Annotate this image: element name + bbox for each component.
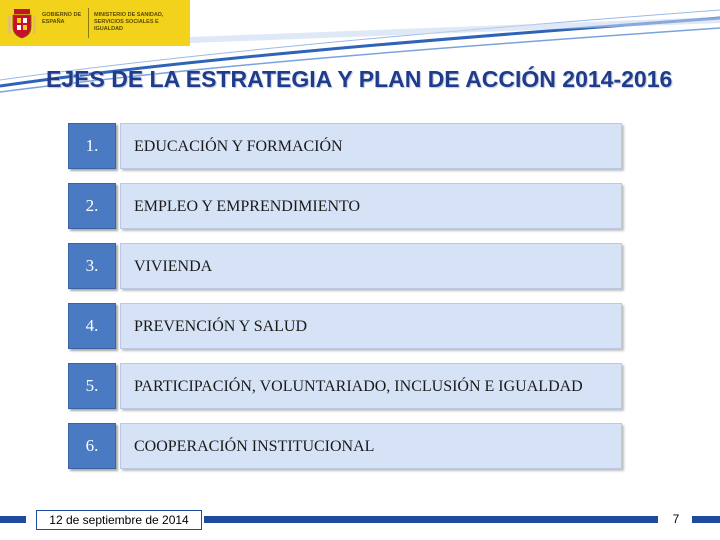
logo-ministry-text: MINISTERIO DE SANIDAD, SERVICIOS SOCIALES E IGUALDAD bbox=[94, 12, 164, 32]
list-item bbox=[68, 363, 622, 409]
item-number: 5. bbox=[68, 363, 116, 409]
item-label: PARTICIPACIÓN, VOLUNTARIADO, INCLUSIÓN E IGUALDAD bbox=[120, 363, 622, 409]
list-item bbox=[68, 183, 622, 229]
item-number: 6. bbox=[68, 423, 116, 469]
footer-date: 12 de septiembre de 2014 bbox=[36, 510, 202, 530]
item-number: 3. bbox=[68, 243, 116, 289]
footer-bar-left bbox=[0, 516, 26, 523]
item-label: EDUCACIÓN Y FORMACIÓN bbox=[120, 123, 622, 169]
coat-of-arms-icon bbox=[8, 7, 36, 39]
logo-government-text: GOBIERNO DE ESPAÑA bbox=[42, 12, 82, 25]
list-item bbox=[68, 243, 622, 289]
item-number: 2. bbox=[68, 183, 116, 229]
item-label: VIVIENDA bbox=[120, 243, 622, 289]
item-number: 1. bbox=[68, 123, 116, 169]
list-item bbox=[68, 303, 622, 349]
footer-bar-right bbox=[692, 516, 720, 523]
item-label: EMPLEO Y EMPRENDIMIENTO bbox=[120, 183, 622, 229]
government-logo bbox=[0, 0, 190, 46]
item-number: 4. bbox=[68, 303, 116, 349]
slide-title: EJES DE LA ESTRATEGIA Y PLAN DE ACCIÓN 2014-2016 bbox=[46, 66, 673, 92]
logo-divider bbox=[88, 8, 89, 38]
list-item bbox=[68, 423, 622, 469]
item-label: COOPERACIÓN INSTITUCIONAL bbox=[120, 423, 622, 469]
page-number: 7 bbox=[672, 512, 680, 526]
list-item bbox=[68, 123, 622, 169]
footer-bar-middle bbox=[204, 516, 658, 523]
item-label: PREVENCIÓN Y SALUD bbox=[120, 303, 622, 349]
